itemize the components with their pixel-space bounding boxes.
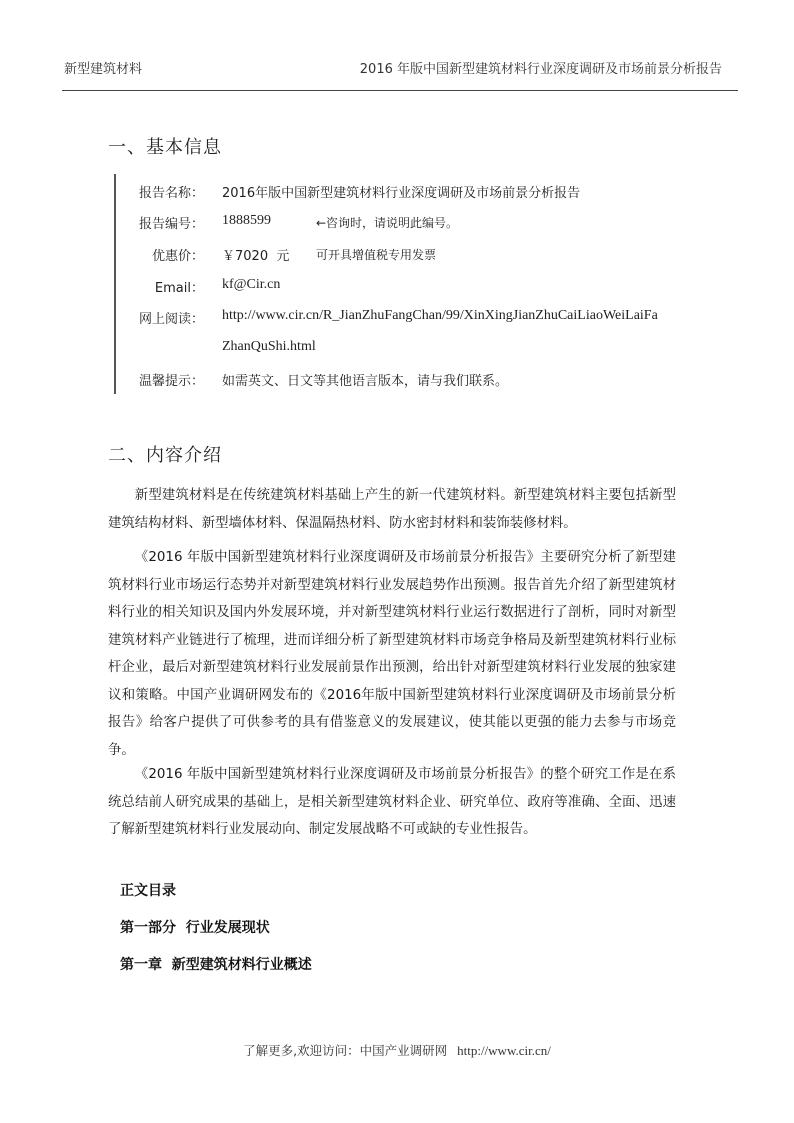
info-label: 优惠价：	[151, 249, 204, 264]
online-read-link-cont[interactable]: ZhanQuShi.html	[222, 339, 316, 354]
footer-text: 了解更多,欢迎访问：中国产业调研网	[243, 1043, 448, 1058]
intro-paragraph-1: 新型建筑材料是在传统建筑材料基础上产生的新一代建筑材料。新型建筑材料主要包括新型建筑结构材料、新型墙体材料、保温隔热材料、防水密封材料和装饰装修材料。	[108, 488, 676, 531]
header-right-title: 2016 年版中国新型建筑材料行业深度调研及市场前景分析报告	[359, 62, 722, 77]
page-footer	[0, 1041, 794, 1059]
info-label: 温馨提示：	[138, 374, 204, 389]
toc-part-1: 第一部分 行业发展现状	[120, 920, 270, 936]
toc-chapter-1: 第一章 新型建筑材料行业概述	[120, 957, 312, 973]
info-note: ←咨询时，请说明此编号。	[316, 216, 459, 230]
section-content-intro-title: 二、内容介绍	[108, 445, 222, 466]
info-value: 如需英文、日文等其他语言版本，请与我们联系。	[222, 374, 509, 389]
info-value[interactable]: kf@Cir.cn	[222, 277, 281, 292]
footer-url-link[interactable]: http://www.cir.cn/	[457, 1043, 551, 1058]
online-read-link[interactable]: http://www.cir.cn/R_JianZhuFangChan/99/XinXingJianZhuCaiLiaoWeiLaiFa	[222, 308, 658, 323]
info-label: Email：	[154, 281, 204, 296]
info-value: 1888599	[222, 213, 271, 228]
info-label: 报告编号：	[138, 217, 204, 232]
intro-paragraph-3: 《2016 年版中国新型建筑材料行业深度调研及市场前景分析报告》的整个研究工作是在系统总结前人研究成果的基础上，是相关新型建筑材料企业、研究单位、政府等准确、全面、迅速了解新型建筑材料行业发展动向、制定发展战略不可或缺的专业性报告。	[108, 767, 676, 837]
info-value: 2016年版中国新型建筑材料行业深度调研及市场前景分析报告	[222, 186, 581, 201]
toc-title: 正文目录	[120, 883, 176, 899]
intro-paragraph-2: 《2016 年版中国新型建筑材料行业深度调研及市场前景分析报告》主要研究分析了新型建筑材料行业市场运行态势并对新型建筑材料行业发展趋势作出预测。报告首先介绍了新型建筑材料行业的相关知识及国内外发展环境，并对新型建筑材料行业运行数据进行了剖析，同时对新型建筑材料产业链进行了梳理，进而详细分析了新型建筑材料市场竞争格局及新型建筑材料行业标杆企业，最后对新型建筑材料行业发展前景作出预测，给出针对新型建筑材料行业发展的独家建议和策略。中国产业调研网发布的《2016年版中国新型建筑材料行业深度调研及市场前景分析报告》给客户提供了可供参考的具有借鉴意义的发展建议，使其能以更强的能力去参与市场竞争。	[108, 550, 676, 758]
header-left-title: 新型建筑材料	[64, 62, 143, 77]
info-label: 报告名称：	[138, 186, 204, 201]
section-basic-info-title: 一、基本信息	[108, 137, 222, 158]
info-label: 网上阅读：	[138, 312, 204, 327]
info-note: 可开具增值税专用发票	[316, 248, 437, 262]
header-divider	[62, 90, 738, 91]
info-value: ￥7020 元	[222, 249, 290, 264]
